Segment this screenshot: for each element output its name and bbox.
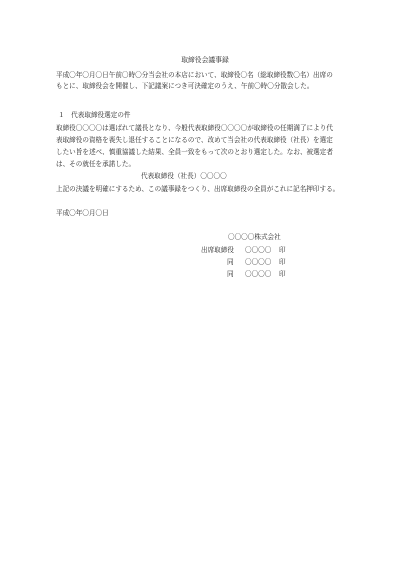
document-date: 平成〇年〇月〇日 [56, 209, 109, 217]
appointee-line: 代表取締役（社長）〇〇〇〇 [141, 172, 227, 180]
agenda-body-line-1: 取締役〇〇〇〇は選ばれて議長となり、今般代表取締役〇〇〇〇が取締役の任期満了により代 [56, 124, 333, 132]
document-title: 取締役会議事録 [181, 56, 229, 64]
signature-name: 〇〇〇〇 [245, 270, 272, 278]
agenda-heading: １ 代表取締役選定の件 [58, 111, 131, 119]
agenda-body-line-4: は、その就任を承諾した。 [56, 160, 136, 168]
signature-row [201, 270, 286, 278]
signature-seal: 印 [279, 270, 286, 278]
intro-line-1: 平成〇年〇月〇日午前〇時〇分当会社の本店において、取締役〇名（総取締役数〇名）出席の [56, 71, 333, 79]
company-name: 〇〇〇〇株式会社 [228, 233, 281, 241]
signature-role: 出席取締役 [201, 246, 234, 254]
signature-seal: 印 [279, 246, 286, 254]
signature-role: 同 [227, 258, 234, 266]
agenda-body-line-2: 表取締役の資格を喪失し退任することになるので、改めて当会社の代表取締役（社長）を選定 [56, 136, 333, 144]
signature-seal: 印 [279, 258, 286, 266]
signature-name: 〇〇〇〇 [245, 246, 272, 254]
signature-name: 〇〇〇〇 [245, 258, 272, 266]
signature-row [201, 246, 286, 254]
closing-statement: 上記の決議を明確にするため、この議事録をつくり、出席取締役の全員がこれに記名押印する。 [56, 185, 340, 193]
signature-row [201, 258, 286, 266]
intro-line-2: もとに、取締役会を開催し、下記議案につき可決確定のうえ、午前〇時〇分散会した。 [56, 82, 314, 90]
signature-role: 同 [227, 270, 234, 278]
agenda-body-line-3: したい旨を述べ、慎重協議した結果、全員一致をもって次のとおり選定した。なお、被選定者 [56, 148, 333, 156]
